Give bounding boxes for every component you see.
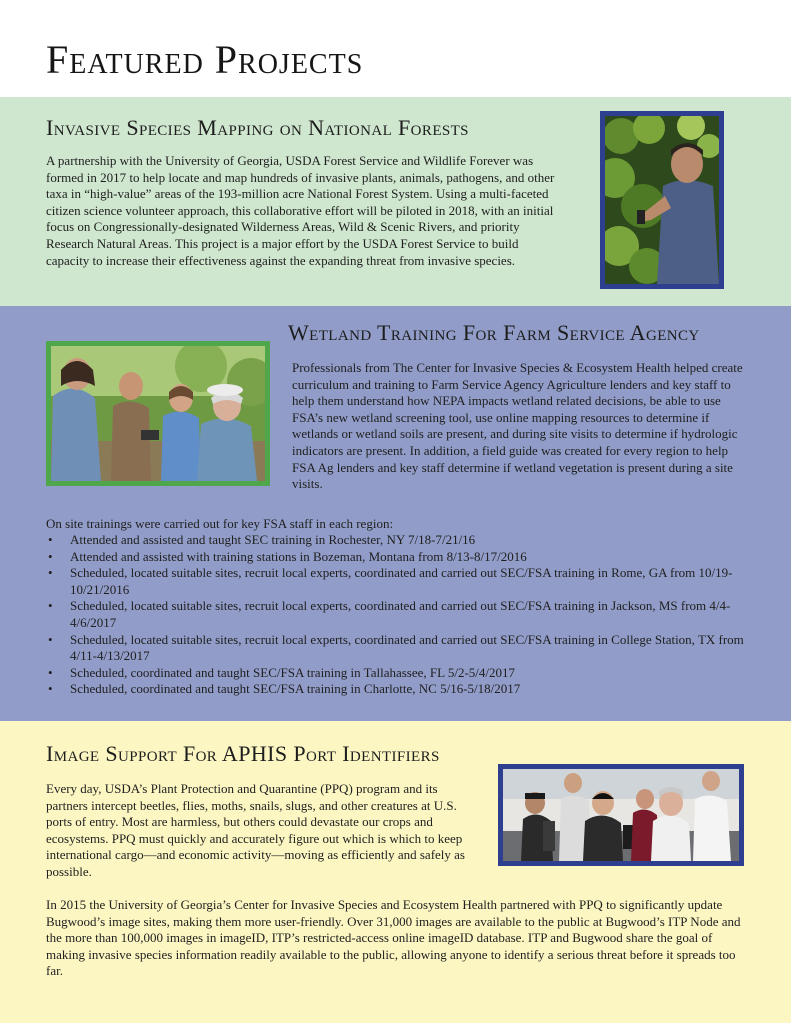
lab-microscope-photo	[498, 764, 744, 866]
wetland-training-section	[0, 306, 791, 721]
list-item: • Scheduled, located suitable sites, recruit local experts, coordinated and carried out SEC/FSA training in Jackson, MS from 4/4-4/6/2017	[46, 598, 746, 631]
forest-volunteer-photo	[600, 111, 724, 289]
list-item: • Attended and assisted with training stations in Bozeman, Montana from 8/13-8/17/2016	[46, 549, 746, 566]
training-list	[46, 532, 746, 698]
aphis-support-body-2: In 2015 the University of Georgia’s Center for Invasive Species and Ecosystem Health partnered with PPQ to significantly update Bugwood’s image sites, making them more user-friendly. Over 31,000 images are available to the public at Bugwood’s ITP Node and the more than 100,000 images in imageID, ITP’s restricted-access online imageID database. ITP and Bugwood share the goal of making invasive species information readily available to the public, allowing anyone to identify a serious threat before it spreads too far.	[46, 897, 741, 979]
page-title: Featured Projects	[46, 37, 364, 82]
invasive-mapping-body: A partnership with the University of Georgia, USDA Forest Service and Wildlife Forever was formed in 2017 to help locate and map hundreds of invasive plants, animals, pathogens, and other taxa in “high-value” areas of the 193-million acre National Forest System. Using a multi-faceted citizen science volunteer approach, this collaborative effort will be piloted in 2018, with an initial focus on Congressionally-designated Wilderness Areas, Wild & Scenic Rivers, and priority Research Natural Areas. This project is a major effort by the USDA Forest Service to build capacity to increase their effectiveness against the expanding threat from invasive species.	[46, 153, 555, 268]
invasive-mapping-heading: Invasive Species Mapping on National Forests	[46, 115, 469, 140]
wetland-list-intro: On site trainings were carried out for key FSA staff in each region:	[46, 516, 394, 531]
list-item: • Scheduled, coordinated and taught SEC/FSA training in Charlotte, NC 5/16-5/18/2017	[46, 681, 746, 698]
list-item: • Attended and assisted and taught SEC training in Rochester, NY 7/18-7/21/16	[46, 532, 746, 549]
field-training-photo	[46, 341, 270, 486]
aphis-support-section	[0, 721, 791, 1023]
wetland-training-heading: Wetland Training For Farm Service Agency	[288, 320, 700, 345]
invasive-mapping-section	[0, 97, 791, 306]
aphis-support-body: Every day, USDA’s Plant Protection and Quarantine (PPQ) program and its partners intercept beetles, flies, moths, snails, slugs, and other creatures at U.S. ports of entry. Most are harmless, but others could devastate our crops and ecosystems. PPQ must quickly and accurately figure out which is which to keep international cargo—and economic activity—moving as efficiently and safely as possible.	[46, 781, 465, 879]
wetland-training-body: Professionals from The Center for Invasive Species & Ecosystem Health helped create curriculum and training to Farm Service Agency Agriculture lenders and key staff to help them understand how NEPA impacts wetland related decisions, be able to use FSA’s new wetland screening tool, use online mapping resources to determine if wetlands or wetland soils are present, and during site visits to determine if hydrologic indicators are present. In addition, a field guide was created for every region to help FSA Ag lenders and key staff determine if wetland vegetation is present during a site visits.	[292, 360, 743, 492]
list-item: • Scheduled, located suitable sites, recruit local experts, coordinated and carried out SEC/FSA training in College Station, TX from 4/11-4/13/2017	[46, 632, 746, 665]
list-item: • Scheduled, located suitable sites, recruit local experts, coordinated and carried out SEC/FSA training in Rome, GA from 10/19-10/21/2016	[46, 565, 746, 598]
aphis-support-heading: Image Support For APHIS Port Identifiers	[46, 741, 440, 766]
list-item: • Scheduled, coordinated and taught SEC/FSA training in Tallahassee, FL 5/2-5/4/2017	[46, 665, 746, 682]
